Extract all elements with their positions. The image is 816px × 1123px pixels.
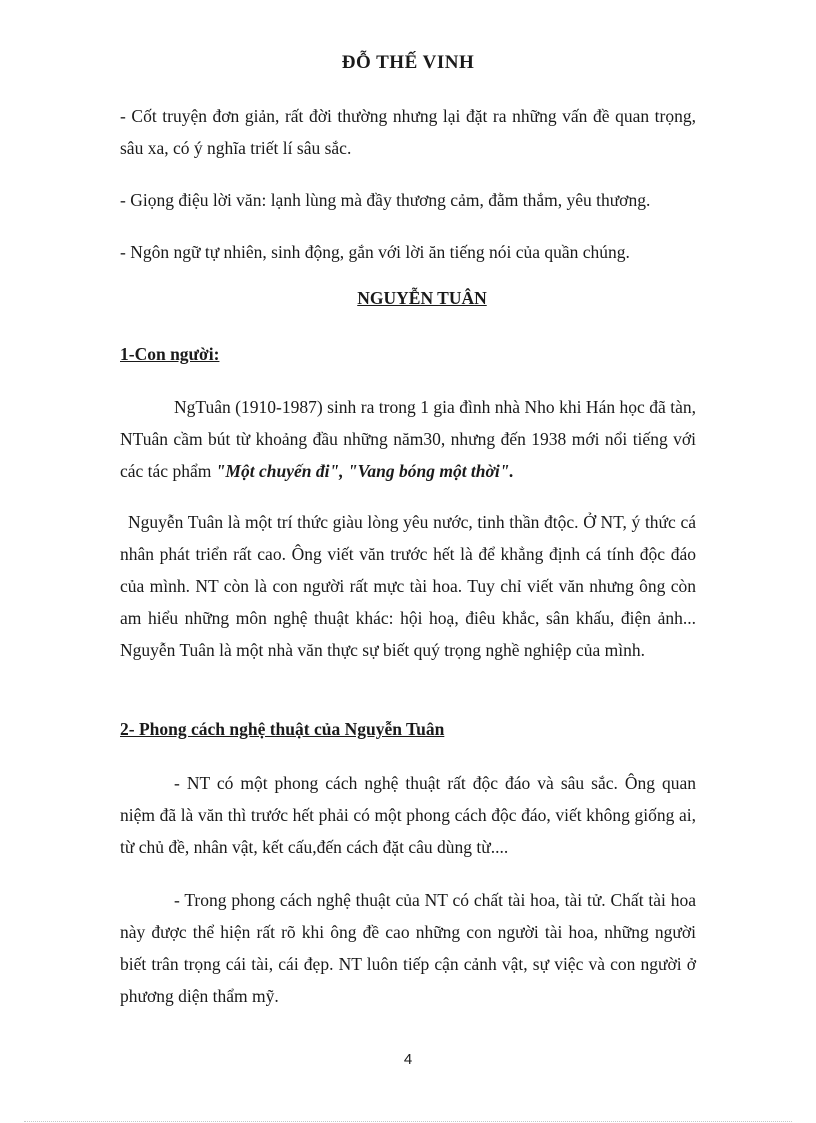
section1-heading: 1-Con người:	[120, 344, 220, 364]
section-title: NGUYỄN TUÂN	[357, 288, 487, 308]
intro-bullet-tone: - Giọng điệu lời văn: lạnh lùng mà đầy thương cảm, đằm thắm, yêu thương.	[120, 190, 651, 210]
intro-bullet-plot: - Cốt truyện đơn giản, rất đời thường nhưng lại đặt ra những vấn đề quan trọng, sâu xa, có ý nghĩa triết lí sâu sắc.	[120, 106, 696, 158]
page-header-author: ĐỖ THẾ VINH	[341, 52, 475, 73]
page-number: 4	[403, 1051, 413, 1068]
page-bottom-divider	[24, 1121, 792, 1122]
notable-works-title: "Một chuyến đi", "Vang bóng một thời".	[215, 461, 514, 481]
section1-paragraph-2: Nguyễn Tuân là một trí thức giàu lòng yêu nước, tinh thần đtộc. Ở NT, ý thức cá nhân phát triển rất cao. Ông viết văn trước hết là để khẳng định cá tính độc đáo của mình. NT còn là con người rất mực tài hoa. Tuy chỉ viết văn nhưng ông còn am hiểu những môn nghệ thuật khác: hội hoạ, điêu khắc, sân khấu, điện ảnh... Nguyễn Tuân là một nhà văn thực sự biết quý trọng nghề nghiệp của mình.	[120, 512, 696, 660]
intro-bullet-language: - Ngôn ngữ tự nhiên, sinh động, gắn với lời ăn tiếng nói của quần chúng.	[120, 242, 630, 262]
section1-paragraph-1	[120, 391, 696, 487]
section2-paragraph-2: - Trong phong cách nghệ thuật của NT có chất tài hoa, tài tử. Chất tài hoa này được thể hiện rất rõ khi ông đề cao những con người tài hoa, những người biết trân trọng cái tài, cái đẹp. NT luôn tiếp cận cảnh vật, sự việc và con người ở phương diện thẩm mỹ.	[120, 890, 696, 1006]
section1-paragraph-1-text: NgTuân (1910-1987) sinh ra trong 1 gia đình nhà Nho khi Hán học đã tàn, NTuân cầm bút từ khoảng đầu những năm30, nhưng đến 1938 mới nổi tiếng với các tác phẩm	[120, 397, 696, 481]
section2-heading: 2- Phong cách nghệ thuật của Nguyễn Tuân	[120, 719, 445, 739]
section2-paragraph-1: - NT có một phong cách nghệ thuật rất độc đáo và sâu sắc. Ông quan niệm đã là văn thì trước hết phải có một phong cách độc đáo, viết không giống ai, từ chủ đề, nhân vật, kết cấu,đến cách đặt câu dùng từ....	[120, 773, 696, 857]
